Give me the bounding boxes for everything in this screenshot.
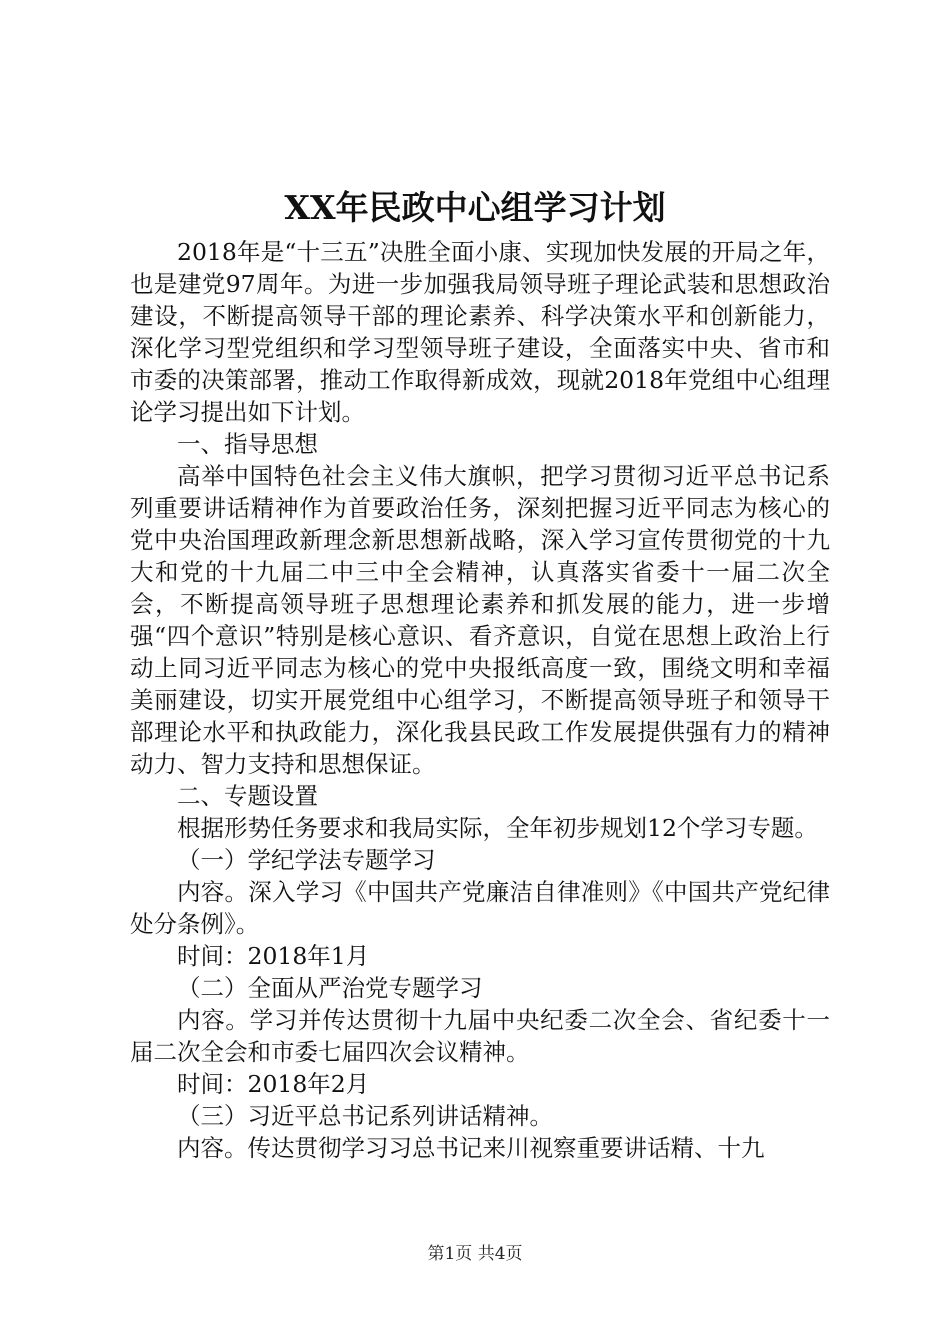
topic-3-content: 内容。传达贯彻学习习总书记来川视察重要讲话精、十九 [177, 1134, 765, 1162]
intro-paragraph: 2018年是“十三五”决胜全面小康、实现加快发展的开局之年，也是建党97周年。为进一步加强我局领导班子理论武装和思想政治建设，不断提高领导干部的理论素养、科学决策水平和创新能力，深化学习型党组织和学习型领导班子建设，全面落实中央、省市和市委的决策部署，推动工作取得新成效，现就2018年党组中心组理论学习提出如下计划。 [130, 238, 830, 426]
topic-2-content: 内容。学习并传达贯彻十九届中央纪委二次全会、省纪委十一届二次全会和市委七届四次会议精神。 [130, 1006, 830, 1066]
section-heading-guiding-ideology: 一、指导思想 [177, 430, 318, 458]
guiding-ideology-paragraph: 高举中国特色社会主义伟大旗帜，把学习贯彻习近平总书记系列重要讲话精神作为首要政治任务，深刻把握习近平同志为核心的党中央治国理政新理念新思想新战略，深入学习宣传贯彻党的十九大和党的十九届二中三中全会精神，认真落实省委十一届二次全会，不断提高领导班子思想理论素养和抓发展的能力，进一步增强“四个意识”特别是核心意识、看齐意识，自觉在思想上政治上行动上同习近平同志为核心的党中央报纸高度一致，围绕文明和幸福美丽建设，切实开展党组中心组学习，不断提高领导班子和领导干部理论水平和执政能力，深化我县民政工作发展提供强有力的精神动力、智力支持和思想保证。 [130, 462, 830, 778]
document-body [130, 236, 830, 1164]
document-title: XX年民政中心组学习计划 [284, 188, 666, 227]
topic-3-heading: （三）习近平总书记系列讲话精神。 [177, 1102, 553, 1130]
topic-2-time: 时间：2018年2月 [177, 1070, 370, 1098]
topic-1-time: 时间：2018年1月 [177, 942, 370, 970]
topic-1-content: 内容。深入学习《中国共产党廉洁自律准则》《中国共产党纪律处分条例》。 [130, 878, 830, 938]
section-heading-topics: 二、专题设置 [177, 782, 318, 810]
topic-1-heading: （一）学纪学法专题学习 [177, 846, 436, 874]
topic-2-heading: （二）全面从严治党专题学习 [177, 974, 483, 1002]
page-number-footer: 第1页 共4页 [427, 1244, 523, 1264]
topics-intro-paragraph: 根据形势任务要求和我局实际，全年初步规划12个学习专题。 [177, 814, 818, 842]
